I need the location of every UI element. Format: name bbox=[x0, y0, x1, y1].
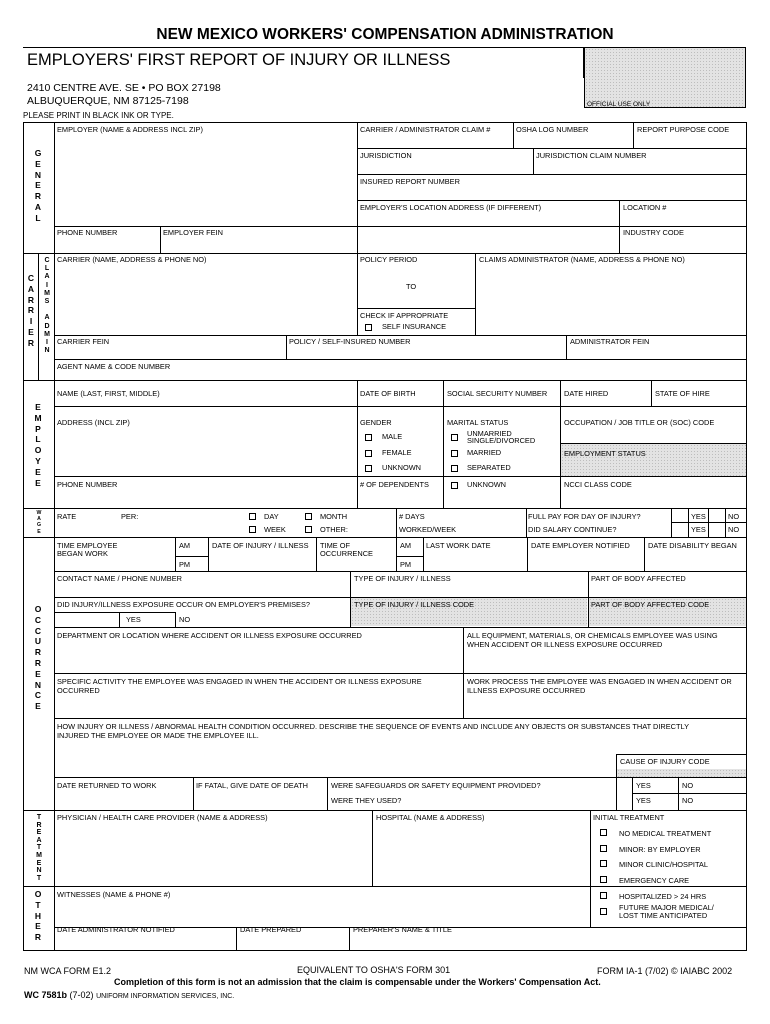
osha-equivalent: EQUIVALENT TO OSHA'S FORM 301 bbox=[297, 965, 451, 975]
began-pm-label: PM bbox=[179, 560, 191, 569]
per-label: PER: bbox=[121, 512, 139, 521]
premises-label: DID INJURY/ILLNESS EXPOSURE OCCUR ON EMPLOYER'S PREMISES? bbox=[57, 600, 311, 609]
section-letter: A bbox=[44, 314, 50, 322]
separated-label: SEPARATED bbox=[467, 463, 511, 472]
full-pay-no-label[interactable]: NO bbox=[728, 512, 740, 521]
time-began-label-2: BEGAN WORK bbox=[57, 549, 108, 558]
section-letter: E bbox=[36, 859, 42, 867]
used-label: WERE THEY USED? bbox=[331, 796, 402, 805]
section-letter: I bbox=[46, 281, 48, 289]
worked-week-label: WORKED/WEEK bbox=[399, 525, 457, 534]
section-letter: N bbox=[34, 679, 42, 690]
future-major-label-1: FUTURE MAJOR MEDICAL/ bbox=[619, 903, 714, 912]
unmarried-checkbox[interactable] bbox=[451, 434, 458, 441]
date-returned-label: DATE RETURNED TO WORK bbox=[57, 781, 157, 790]
salary-no-label[interactable]: NO bbox=[728, 525, 740, 534]
marital-unknown-checkbox[interactable] bbox=[451, 482, 458, 489]
section-letter: E bbox=[35, 402, 41, 412]
official-use-box bbox=[584, 47, 746, 108]
section-letter: U bbox=[34, 636, 42, 647]
date-death-label: IF FATAL, GIVE DATE OF DEATH bbox=[196, 781, 308, 790]
section-carrier-label bbox=[25, 273, 37, 349]
uis-label: UNIFORM INFORMATION SERVICES, INC. bbox=[96, 993, 235, 1000]
osha-log-label: OSHA LOG NUMBER bbox=[516, 125, 589, 134]
carrier-name-label: CARRIER (NAME, ADDRESS & PHONE NO) bbox=[57, 255, 207, 264]
section-general-label bbox=[32, 148, 44, 224]
type-injury-label: TYPE OF INJURY / ILLNESS bbox=[354, 574, 451, 583]
no-treatment-checkbox[interactable] bbox=[600, 829, 607, 836]
dependents-label: # OF DEPENDENTS bbox=[360, 480, 429, 489]
section-letter: E bbox=[35, 668, 41, 679]
section-letter: S bbox=[44, 298, 50, 306]
section-letter: L bbox=[35, 434, 41, 445]
equipment-label-1: ALL EQUIPMENT, MATERIALS, OR CHEMICALS EMPLOYEE WAS USING bbox=[467, 631, 718, 640]
section-letter: R bbox=[34, 932, 42, 943]
section-letter: A bbox=[37, 516, 41, 523]
premises-no-label[interactable]: NO bbox=[179, 615, 191, 624]
married-label: MARRIED bbox=[467, 448, 502, 457]
section-letter: G bbox=[36, 522, 42, 529]
section-letter: L bbox=[35, 212, 41, 223]
section-other-label bbox=[32, 889, 44, 943]
policy-to-label: TO bbox=[406, 282, 417, 291]
single-divorced-label: SINGLE/DIVORCED bbox=[467, 436, 536, 445]
state-hire-label: STATE OF HIRE bbox=[655, 389, 710, 398]
wc-code-bold: WC 7581b bbox=[24, 990, 68, 1000]
section-letter: I bbox=[46, 339, 48, 347]
used-no-label[interactable]: NO bbox=[682, 796, 694, 805]
used-yes-label[interactable]: YES bbox=[636, 796, 651, 805]
salary-yes-label[interactable]: YES bbox=[691, 525, 706, 534]
section-treatment-label bbox=[34, 814, 44, 882]
per-other-label: OTHER: bbox=[320, 525, 348, 534]
section-letter: R bbox=[27, 294, 35, 305]
section-letter: R bbox=[34, 657, 42, 668]
section-letter: C bbox=[44, 257, 50, 264]
section-letter: M bbox=[44, 289, 50, 297]
per-day-checkbox[interactable] bbox=[249, 513, 256, 520]
equipment-label-2: WHEN ACCIDENT OR ILLNESS EXPOSURE OCCURRED bbox=[467, 640, 663, 649]
section-letter: N bbox=[36, 867, 42, 875]
no-treatment-label: NO MEDICAL TREATMENT bbox=[619, 829, 712, 838]
location-number-label: LOCATION # bbox=[623, 203, 667, 212]
cause-code-label: CAUSE OF INJURY CODE bbox=[620, 757, 710, 766]
policy-number-label: POLICY / SELF-INSURED NUMBER bbox=[289, 337, 411, 346]
physician-label: PHYSICIAN / HEALTH CARE PROVIDER (NAME & ADDRESS) bbox=[57, 813, 268, 822]
section-letter: R bbox=[27, 305, 35, 316]
date-prepared-label: DATE PREPARED bbox=[240, 925, 302, 934]
section-letter: T bbox=[36, 874, 42, 882]
employer-fein-label: EMPLOYER FEIN bbox=[163, 228, 223, 237]
section-letter: O bbox=[34, 445, 42, 456]
address-line-2: ALBUQUERQUE, NM 87125-7198 bbox=[27, 95, 189, 107]
section-letter: C bbox=[34, 614, 42, 625]
salary-continue-label: DID SALARY CONTINUE? bbox=[528, 525, 617, 534]
iaiabc-form: FORM IA-1 (7/02) © IAIABC 2002 bbox=[597, 966, 733, 976]
wc-code bbox=[24, 990, 234, 1002]
safeguards-yes-label[interactable]: YES bbox=[636, 781, 651, 790]
section-letter: M bbox=[34, 412, 42, 423]
activity-label-2: OCCURRED bbox=[57, 686, 100, 695]
marital-status-label: MARITAL STATUS bbox=[447, 418, 509, 427]
occupation-label: OCCUPATION / JOB TITLE OR (SOC) CODE bbox=[564, 418, 715, 427]
section-letter: A bbox=[36, 836, 42, 844]
future-major-checkbox[interactable] bbox=[600, 908, 607, 915]
section-letter: E bbox=[28, 326, 34, 337]
dob-label: DATE OF BIRTH bbox=[360, 389, 416, 398]
time-occurrence-label-1: TIME OF bbox=[320, 541, 350, 550]
per-week-label: WEEK bbox=[264, 525, 286, 534]
male-label: MALE bbox=[382, 432, 403, 441]
section-letter: M bbox=[36, 851, 42, 859]
section-letter: A bbox=[34, 201, 42, 212]
section-letter: E bbox=[35, 477, 41, 488]
section-letter: H bbox=[34, 910, 42, 921]
preparer-label: PREPARER'S NAME & TITLE bbox=[353, 925, 452, 934]
print-instructions: PLEASE PRINT IN BLACK INK OR TYPE. bbox=[23, 111, 174, 120]
self-insurance-checkbox[interactable] bbox=[365, 324, 372, 331]
phone-label: PHONE NUMBER bbox=[57, 228, 118, 237]
minor-clinic-label: MINOR CLINIC/HOSPITAL bbox=[619, 860, 708, 869]
female-checkbox[interactable] bbox=[365, 450, 372, 457]
minor-employer-label: MINOR: BY EMPLOYER bbox=[619, 845, 701, 854]
safeguards-label: WERE SAFEGUARDS OR SAFETY EQUIPMENT PROVIDED? bbox=[331, 781, 541, 790]
section-wage-label bbox=[35, 510, 43, 535]
process-label-1: WORK PROCESS THE EMPLOYEE WAS ENGAGED IN WHEN ACCIDENT OR bbox=[467, 677, 732, 686]
emergency-label: EMERGENCY CARE bbox=[619, 876, 690, 885]
ssn-label: SOCIAL SECURITY NUMBER bbox=[447, 389, 548, 398]
date-injury-label: DATE OF INJURY / ILLNESS bbox=[212, 541, 309, 550]
emergency-checkbox[interactable] bbox=[600, 876, 607, 883]
agency-title: NEW MEXICO WORKERS' COMPENSATION ADMINISTRATION bbox=[156, 26, 614, 43]
section-letter: R bbox=[27, 337, 35, 348]
employee-name-label: NAME (LAST, FIRST, MIDDLE) bbox=[57, 389, 160, 398]
section-letter: I bbox=[29, 316, 33, 327]
section-claims-admin-label bbox=[42, 257, 52, 355]
female-label: FEMALE bbox=[382, 448, 412, 457]
premises-yes-label[interactable]: YES bbox=[126, 615, 141, 624]
section-letter: E bbox=[37, 528, 41, 535]
section-letter: N bbox=[44, 347, 50, 355]
department-label: DEPARTMENT OR LOCATION WHERE ACCIDENT OR ILLNESS EXPOSURE OCCURRED bbox=[57, 631, 362, 640]
section-letter: T bbox=[36, 844, 42, 852]
future-major-label-2: LOST TIME ANTICIPATED bbox=[619, 911, 708, 920]
hospitalized-checkbox[interactable] bbox=[600, 892, 607, 899]
agent-label: AGENT NAME & CODE NUMBER bbox=[57, 362, 171, 371]
section-letter: R bbox=[34, 647, 42, 658]
last-work-label: LAST WORK DATE bbox=[426, 541, 491, 550]
gender-label: GENDER bbox=[360, 418, 392, 427]
employee-phone-label: PHONE NUMBER bbox=[57, 480, 118, 489]
admin-fein-label: ADMINISTRATOR FEIN bbox=[570, 337, 650, 346]
section-letter: C bbox=[34, 690, 42, 701]
claims-admin-label: CLAIMS ADMINISTRATOR (NAME, ADDRESS & PHONE NO) bbox=[479, 255, 685, 264]
section-letter: D bbox=[44, 322, 50, 330]
section-letter: T bbox=[35, 899, 41, 910]
jurisdiction-label: JURISDICTION bbox=[360, 151, 412, 160]
section-employee-label bbox=[32, 402, 44, 488]
per-day-label: DAY bbox=[264, 512, 279, 521]
address-line-1: 2410 CENTRE AVE. SE • PO BOX 27198 bbox=[27, 82, 221, 94]
section-letter: E bbox=[35, 158, 41, 169]
form-id: NM WCA FORM E1.2 bbox=[24, 966, 112, 976]
minor-employer-checkbox[interactable] bbox=[600, 845, 607, 852]
process-label-2: ILLNESS EXPOSURE OCCURRED bbox=[467, 686, 586, 695]
section-letter: A bbox=[44, 273, 50, 281]
ncci-label: NCCI CLASS CODE bbox=[564, 480, 632, 489]
unmarried-label: UNMARRIED bbox=[467, 429, 512, 438]
form-title: EMPLOYERS' FIRST REPORT OF INJURY OR ILLNESS bbox=[27, 51, 451, 69]
safeguards-no-label[interactable]: NO bbox=[682, 781, 694, 790]
wc-code-date: (7-02) bbox=[69, 990, 94, 1000]
activity-label-1: SPECIFIC ACTIVITY THE EMPLOYEE WAS ENGAGED IN WHEN THE ACCIDENT OR ILLNESS EXPOSURE bbox=[57, 677, 422, 686]
section-letter: G bbox=[34, 148, 42, 158]
official-use-label: OFFICIAL USE ONLY bbox=[587, 101, 651, 108]
section-letter: T bbox=[36, 814, 42, 821]
section-letter: R bbox=[34, 191, 42, 202]
carrier-fein-label: CARRIER FEIN bbox=[57, 337, 110, 346]
insured-report-label: INSURED REPORT NUMBER bbox=[360, 177, 460, 186]
occ-am-label: AM bbox=[400, 541, 412, 550]
gender-unknown-checkbox[interactable] bbox=[365, 465, 372, 472]
jurisdiction-claim-label: JURISDICTION CLAIM NUMBER bbox=[536, 151, 647, 160]
how-occurred-label-1: HOW INJURY OR ILLNESS / ABNORMAL HEALTH CONDITION OCCURRED. DESCRIBE THE SEQUENCE OF EVENTS AND INCLUDE ANY OBJECTS OR SUBSTANCES THAT DIRECTLY bbox=[57, 722, 690, 731]
check-if-label: CHECK IF APPROPRIATE bbox=[360, 311, 449, 320]
section-letter: A bbox=[27, 283, 35, 294]
section-letter bbox=[42, 306, 52, 314]
section-letter: O bbox=[34, 604, 42, 614]
full-pay-yes-label[interactable]: YES bbox=[691, 512, 706, 521]
section-letter: L bbox=[44, 265, 50, 273]
employer-label: EMPLOYER (NAME & ADDRESS INCL ZIP) bbox=[57, 125, 203, 134]
date-notified-label: DATE EMPLOYER NOTIFIED bbox=[531, 541, 630, 550]
how-occurred-label-2: INJURED THE EMPLOYEE OR MADE THE EMPLOYEE ILL. bbox=[57, 731, 259, 740]
section-letter: O bbox=[34, 889, 42, 899]
married-checkbox[interactable] bbox=[451, 450, 458, 457]
section-letter: R bbox=[36, 821, 42, 829]
initial-treatment-label: INITIAL TREATMENT bbox=[593, 813, 665, 822]
began-am-label: AM bbox=[179, 541, 191, 550]
occ-pm-label: PM bbox=[400, 560, 412, 569]
time-occurrence-label-2: OCCURRENCE bbox=[320, 549, 373, 558]
employer-location-label: EMPLOYER'S LOCATION ADDRESS (IF DIFFERENT) bbox=[360, 203, 542, 212]
minor-clinic-checkbox[interactable] bbox=[600, 860, 607, 867]
carrier-claim-label: CARRIER / ADMINISTRATOR CLAIM # bbox=[360, 125, 491, 134]
section-letter: E bbox=[35, 921, 41, 932]
male-checkbox[interactable] bbox=[365, 434, 372, 441]
date-disability-label: DATE DISABILITY BEGAN bbox=[648, 541, 737, 550]
full-pay-label: FULL PAY FOR DAY OF INJURY? bbox=[528, 512, 641, 521]
section-letter: C bbox=[27, 273, 35, 283]
body-code-label: PART OF BODY AFFECTED CODE bbox=[591, 600, 710, 609]
section-letter: Y bbox=[35, 455, 41, 466]
section-occurrence-label bbox=[32, 604, 44, 712]
marital-unknown-label: UNKNOWN bbox=[467, 480, 507, 489]
date-hired-label: DATE HIRED bbox=[564, 389, 609, 398]
per-month-label: MONTH bbox=[320, 512, 348, 521]
disclaimer: Completion of this form is not an admission that the claim is compensable under the Workers' Compensation Act. bbox=[114, 977, 601, 987]
section-letter: N bbox=[34, 169, 42, 180]
section-letter: M bbox=[44, 330, 50, 338]
cause-code-shade bbox=[617, 769, 746, 777]
section-letter: E bbox=[36, 829, 42, 837]
section-letter: C bbox=[34, 625, 42, 636]
rate-label: RATE bbox=[57, 512, 77, 521]
section-letter: P bbox=[35, 423, 41, 434]
type-code-label: TYPE OF INJURY / ILLNESS CODE bbox=[354, 600, 475, 609]
separated-checkbox[interactable] bbox=[451, 465, 458, 472]
per-other-checkbox[interactable] bbox=[305, 526, 312, 533]
date-admin-label: DATE ADMINISTRATOR NOTIFIED bbox=[57, 925, 175, 934]
hospital-label: HOSPITAL (NAME & ADDRESS) bbox=[376, 813, 485, 822]
industry-code-label: INDUSTRY CODE bbox=[623, 228, 684, 237]
employment-status-label: EMPLOYMENT STATUS bbox=[564, 449, 646, 458]
body-part-label: PART OF BODY AFFECTED bbox=[591, 574, 686, 583]
self-insurance-label: SELF INSURANCE bbox=[382, 322, 447, 331]
report-purpose-label: REPORT PURPOSE CODE bbox=[637, 125, 730, 134]
days-label: # DAYS bbox=[399, 512, 425, 521]
witnesses-label: WITNESSES (NAME & PHONE #) bbox=[57, 890, 171, 899]
per-week-checkbox[interactable] bbox=[249, 526, 256, 533]
policy-period-label: POLICY PERIOD bbox=[360, 255, 418, 264]
section-letter: E bbox=[35, 180, 41, 191]
gender-unknown-label: UNKNOWN bbox=[382, 463, 422, 472]
time-began-label-1: TIME EMPLOYEE bbox=[57, 541, 118, 550]
section-letter: W bbox=[36, 510, 42, 516]
employee-address-label: ADDRESS (INCL ZIP) bbox=[57, 418, 130, 427]
section-letter: E bbox=[35, 466, 41, 477]
contact-label: CONTACT NAME / PHONE NUMBER bbox=[57, 574, 182, 583]
section-letter: E bbox=[35, 701, 41, 712]
hospitalized-label: HOSPITALIZED > 24 HRS bbox=[619, 892, 707, 901]
per-month-checkbox[interactable] bbox=[305, 513, 312, 520]
